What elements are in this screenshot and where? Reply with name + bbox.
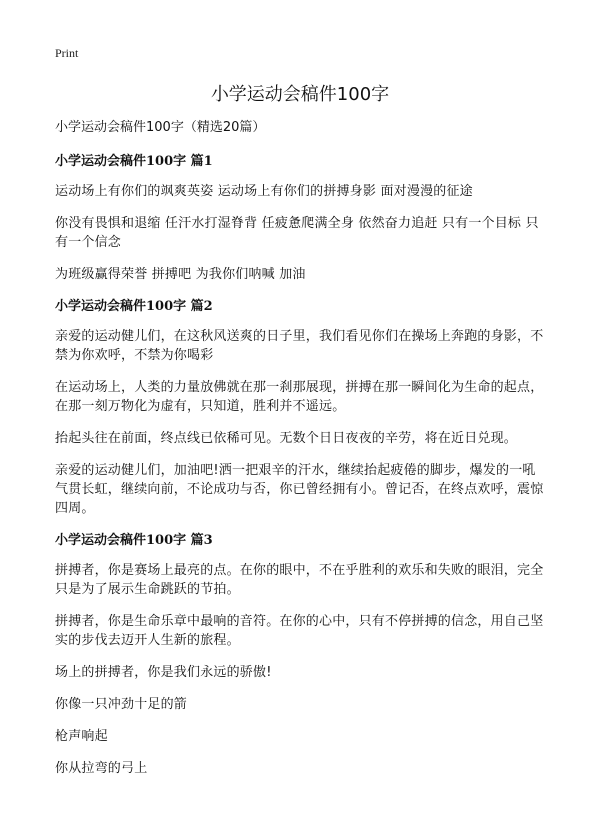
paragraph: 运动场上有你们的飒爽英姿 运动场上有你们的拼搏身影 面对漫漫的征途 (55, 184, 473, 199)
paragraph: 亲爱的运动健儿们，加油吧!洒一把艰辛的汗水，继续抬起疲倦的脚步，爆发的一吼气贯长虹，继续向前，不论成功与否，你已曾经拥有小。曾记否，在终点欢呼，震惊四周。 (55, 463, 544, 516)
section-heading: 小学运动会稿件100字 篇3 (55, 533, 213, 548)
section-heading: 小学运动会稿件100字 篇2 (55, 299, 213, 314)
article-subtitle: 小学运动会稿件100字（精选20篇） (55, 120, 266, 135)
section-heading: 小学运动会稿件100字 篇1 (55, 154, 213, 169)
paragraph: 拼搏者，你是赛场上最亮的点。在你的眼中，不在乎胜利的欢乐和失败的眼泪，完全只是为了展示生命跳跃的节拍。 (55, 563, 544, 597)
section-2 (55, 297, 545, 518)
paragraph: 你没有畏惧和退缩 任汗水打湿脊背 任疲惫爬满全身 依然奋力追赶 只有一个目标 只有一个信念 (55, 216, 539, 250)
paragraph: 为班级赢得荣誉 拼搏吧 为我你们呐喊 加油 (55, 267, 306, 282)
page-title: 小学运动会稿件100字 (210, 84, 390, 105)
paragraph: 在运动场上，人类的力量放佛就在那一刹那展现，拼搏在那一瞬间化为生命的起点，在那一刻万物化为虚有，只知道，胜利并不遥远。 (55, 380, 544, 414)
paragraph: 拼搏者，你是生命乐章中最响的音符。在你的心中，只有不停拼搏的信念，用自己坚实的步伐去迈开人生新的旅程。 (55, 614, 544, 648)
section-1 (55, 152, 545, 284)
article-body (55, 118, 545, 791)
print-link[interactable]: Print (55, 46, 79, 60)
paragraph: 抬起头往在前面，终点线已依稀可见。无数个日日夜夜的辛劳，将在近日兑现。 (55, 431, 518, 446)
paragraph: 亲爱的运动健儿们，在这秋风送爽的日子里，我们看见你们在操场上奔跑的身影，不禁为你欢呼，不禁为你喝彩 (55, 329, 544, 363)
paragraph: 场上的拼搏者，你是我们永远的骄傲! (55, 665, 272, 680)
section-3 (55, 531, 545, 778)
paragraph: 你从拉弯的弓上 (55, 761, 148, 776)
paragraph: 你像一只冲劲十足的箭 (55, 697, 188, 712)
paragraph: 枪声响起 (55, 729, 108, 744)
